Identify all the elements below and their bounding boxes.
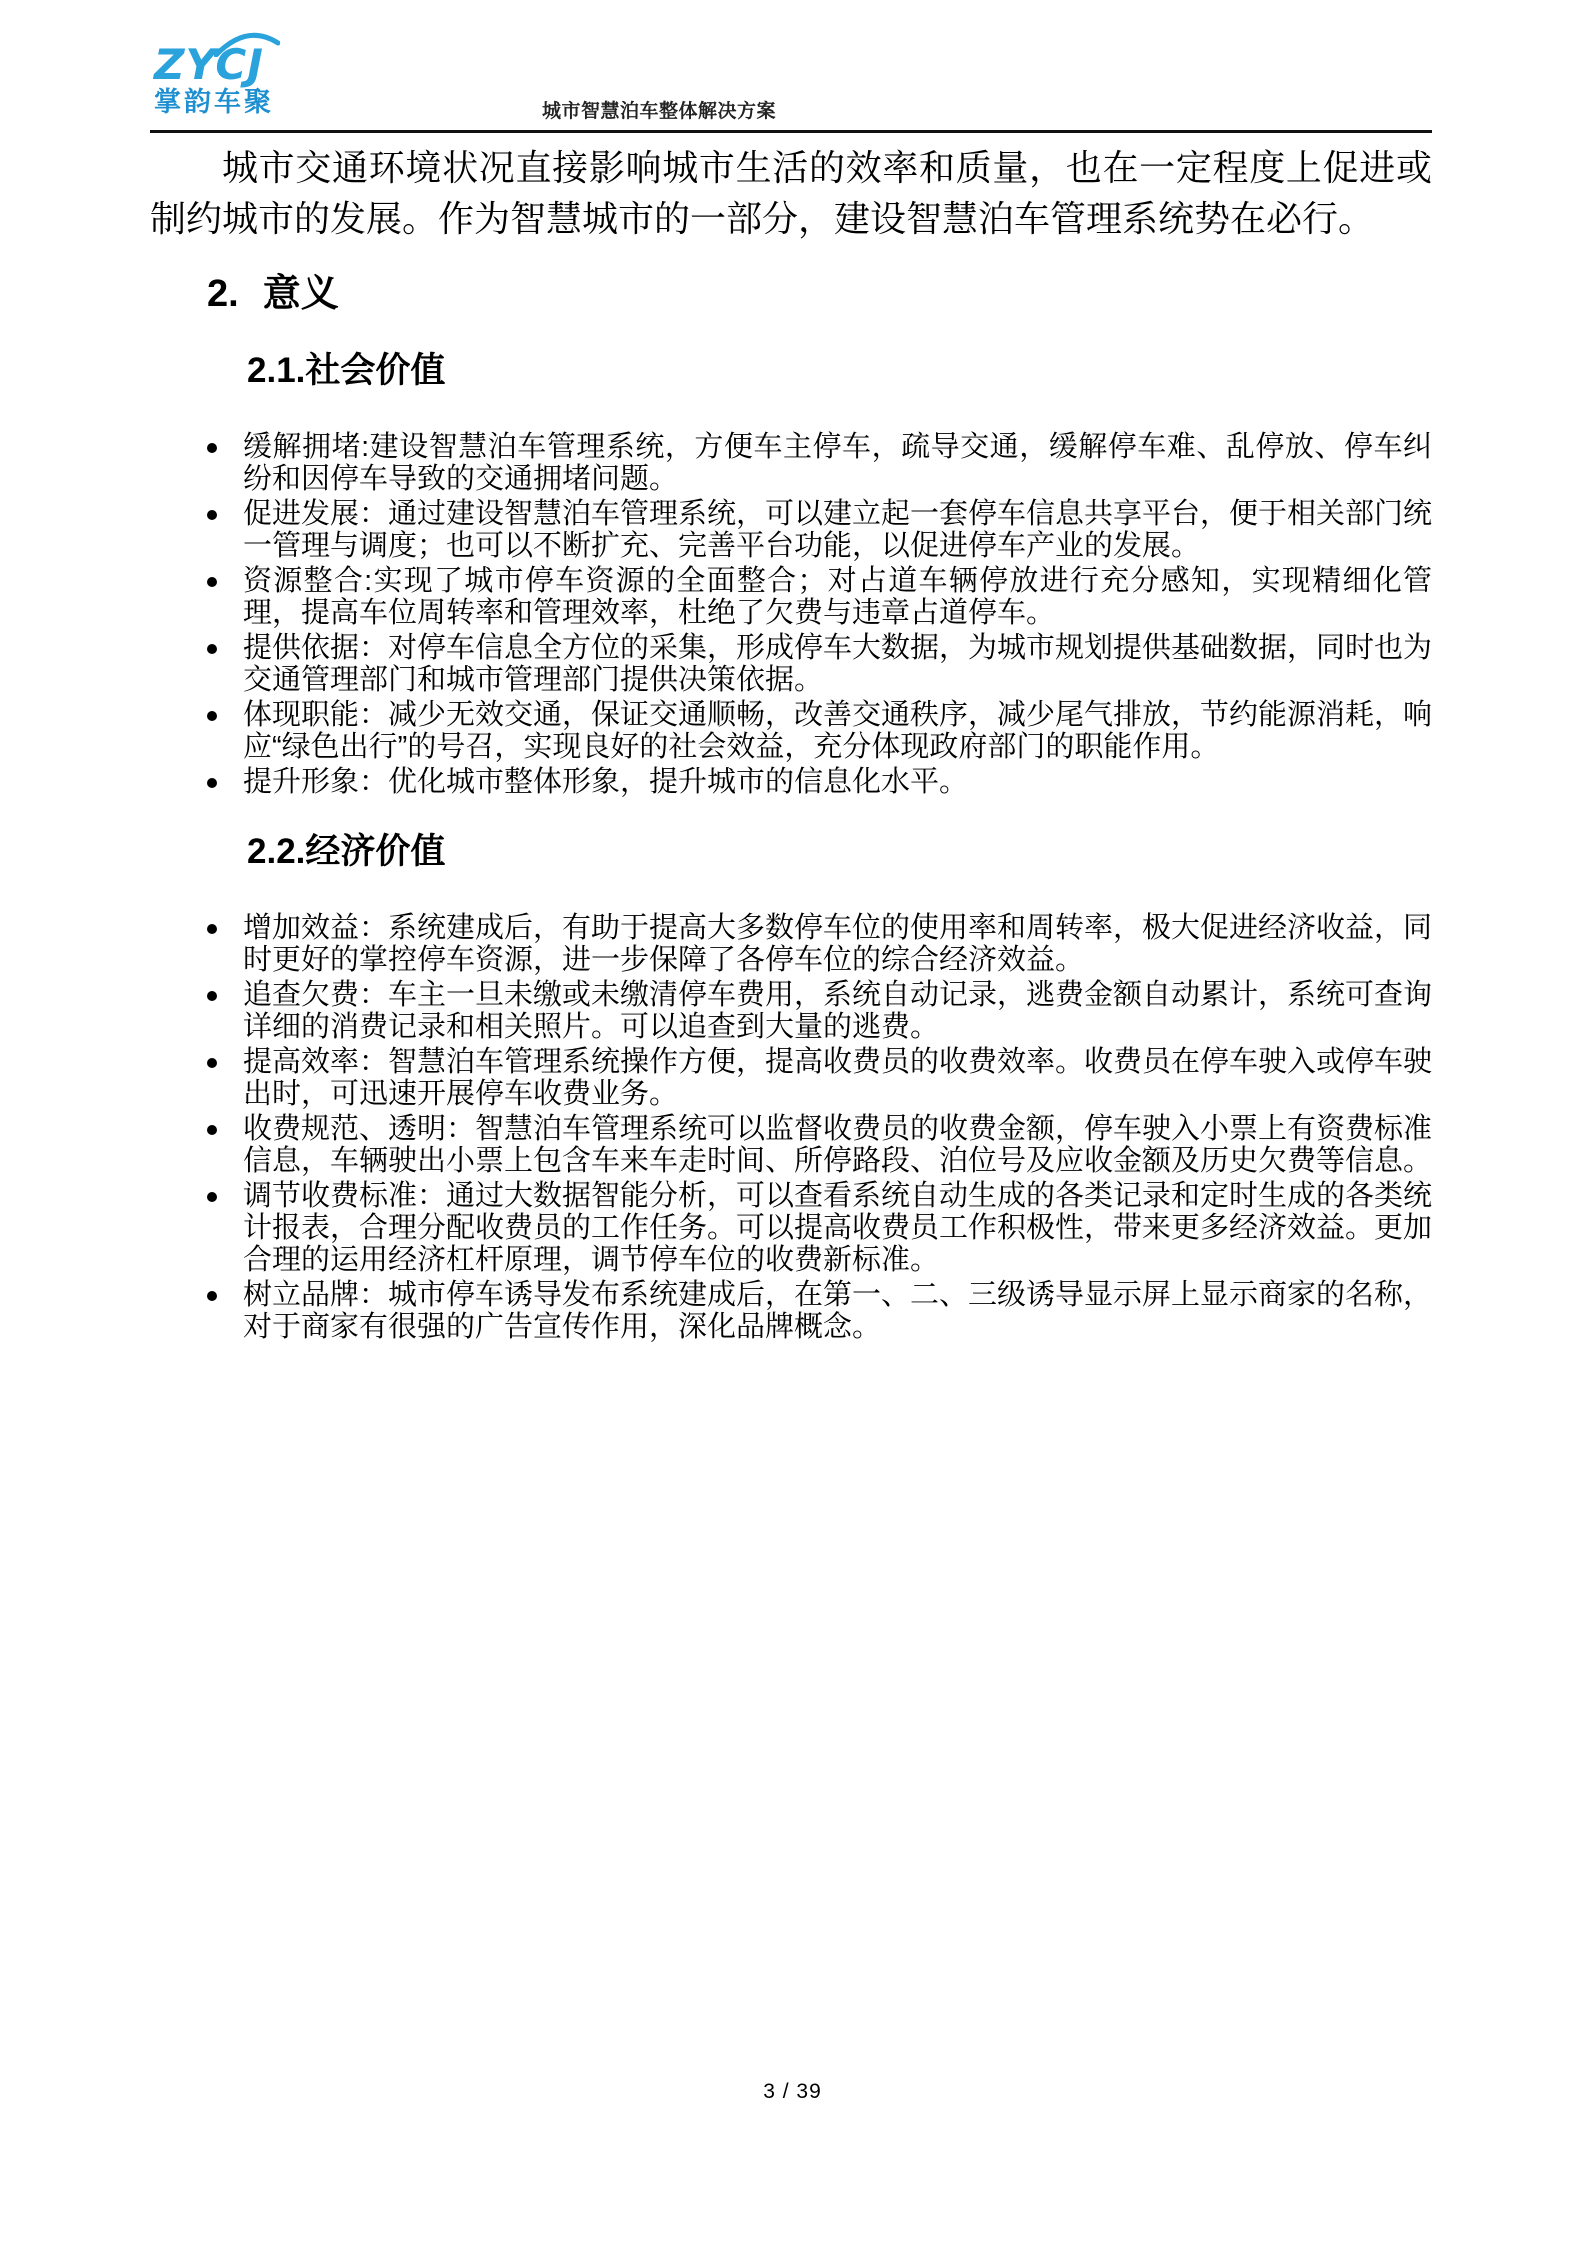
page-footer <box>0 2080 1585 2104</box>
subsection-2-1-heading: 2.1.社会价值 <box>247 350 446 390</box>
list-item: 缓解拥堵:建设智慧泊车管理系统，方便车主停车，疏导交通，缓解停车难、乱停放、停车纠纷和因停车导致的交通拥堵问题。 <box>205 431 1432 495</box>
social-value-list <box>205 431 1432 798</box>
list-item: 促进发展：通过建设智慧泊车管理系统，可以建立起一套停车信息共享平台，便于相关部门统一管理与调度；也可以不断扩充、完善平台功能，以促进停车产业的发展。 <box>205 498 1432 562</box>
list-item: 收费规范、透明：智慧泊车管理系统可以监督收费员的收费金额，停车驶入小票上有资费标准信息，车辆驶出小票上包含车来车走时间、所停路段、泊位号及应收金额及历史欠费等信息。 <box>205 1113 1432 1177</box>
section-title: 意义 <box>262 273 339 315</box>
list-item: 体现职能：减少无效交通，保证交通顺畅，改善交通秩序，减少尾气排放，节约能源消耗，响应“绿色出行”的号召，实现良好的社会效益，充分体现政府部门的职能作用。 <box>205 699 1432 763</box>
section-2-heading <box>207 273 1430 317</box>
subsection-2-2-heading: 2.2.经济价值 <box>247 831 446 871</box>
economic-value-list <box>205 912 1432 1343</box>
logo-text: ZYCJ <box>154 40 264 89</box>
logo-mark <box>154 40 264 89</box>
list-item: 追查欠费：车主一旦未缴或未缴清停车费用，系统自动记录，逃费金额自动累计，系统可查询详细的消费记录和相关照片。可以追查到大量的逃费。 <box>205 979 1432 1043</box>
list-item: 调节收费标准：通过大数据智能分析，可以查看系统自动生成的各类记录和定时生成的各类统计报表，合理分配收费员的工作任务。可以提高收费员工作积极性，带来更多经济效益。更加合理的运用经济杠杆原理，调节停车位的收费新标准。 <box>205 1180 1432 1276</box>
page-number: 3 / 39 <box>763 2080 822 2103</box>
section-number: 2. <box>207 273 239 315</box>
list-item: 提供依据：对停车信息全方位的采集，形成停车大数据，为城市规划提供基础数据，同时也为交通管理部门和城市管理部门提供决策依据。 <box>205 632 1432 696</box>
header-doc-title: 城市智慧泊车整体解决方案 <box>542 101 777 122</box>
intro-paragraph: 城市交通环境状况直接影响城市生活的效率和质量，也在一定程度上促进或制约城市的发展。作为智慧城市的一部分，建设智慧泊车管理系统势在必行。 <box>150 148 1432 239</box>
list-item: 提升形象：优化城市整体形象，提升城市的信息化水平。 <box>205 766 1432 798</box>
page-header <box>150 0 1432 133</box>
list-item: 树立品牌：城市停车诱导发布系统建成后，在第一、二、三级诱导显示屏上显示商家的名称，对于商家有很强的广告宣传作用，深化品牌概念。 <box>205 1279 1432 1343</box>
company-logo <box>154 40 274 117</box>
logo-subtitle: 掌韵车聚 <box>154 87 274 117</box>
logo-swoosh-icon <box>214 31 280 57</box>
list-item: 增加效益：系统建成后，有助于提高大多数停车位的使用率和周转率，极大促进经济收益，同时更好的掌控停车资源，进一步保障了各停车位的综合经济效益。 <box>205 912 1432 976</box>
list-item: 提高效率：智慧泊车管理系统操作方便，提高收费员的收费效率。收费员在停车驶入或停车驶出时，可迅速开展停车收费业务。 <box>205 1046 1432 1110</box>
list-item: 资源整合:实现了城市停车资源的全面整合；对占道车辆停放进行充分感知，实现精细化管理，提高车位周转率和管理效率，杜绝了欠费与违章占道停车。 <box>205 565 1432 629</box>
